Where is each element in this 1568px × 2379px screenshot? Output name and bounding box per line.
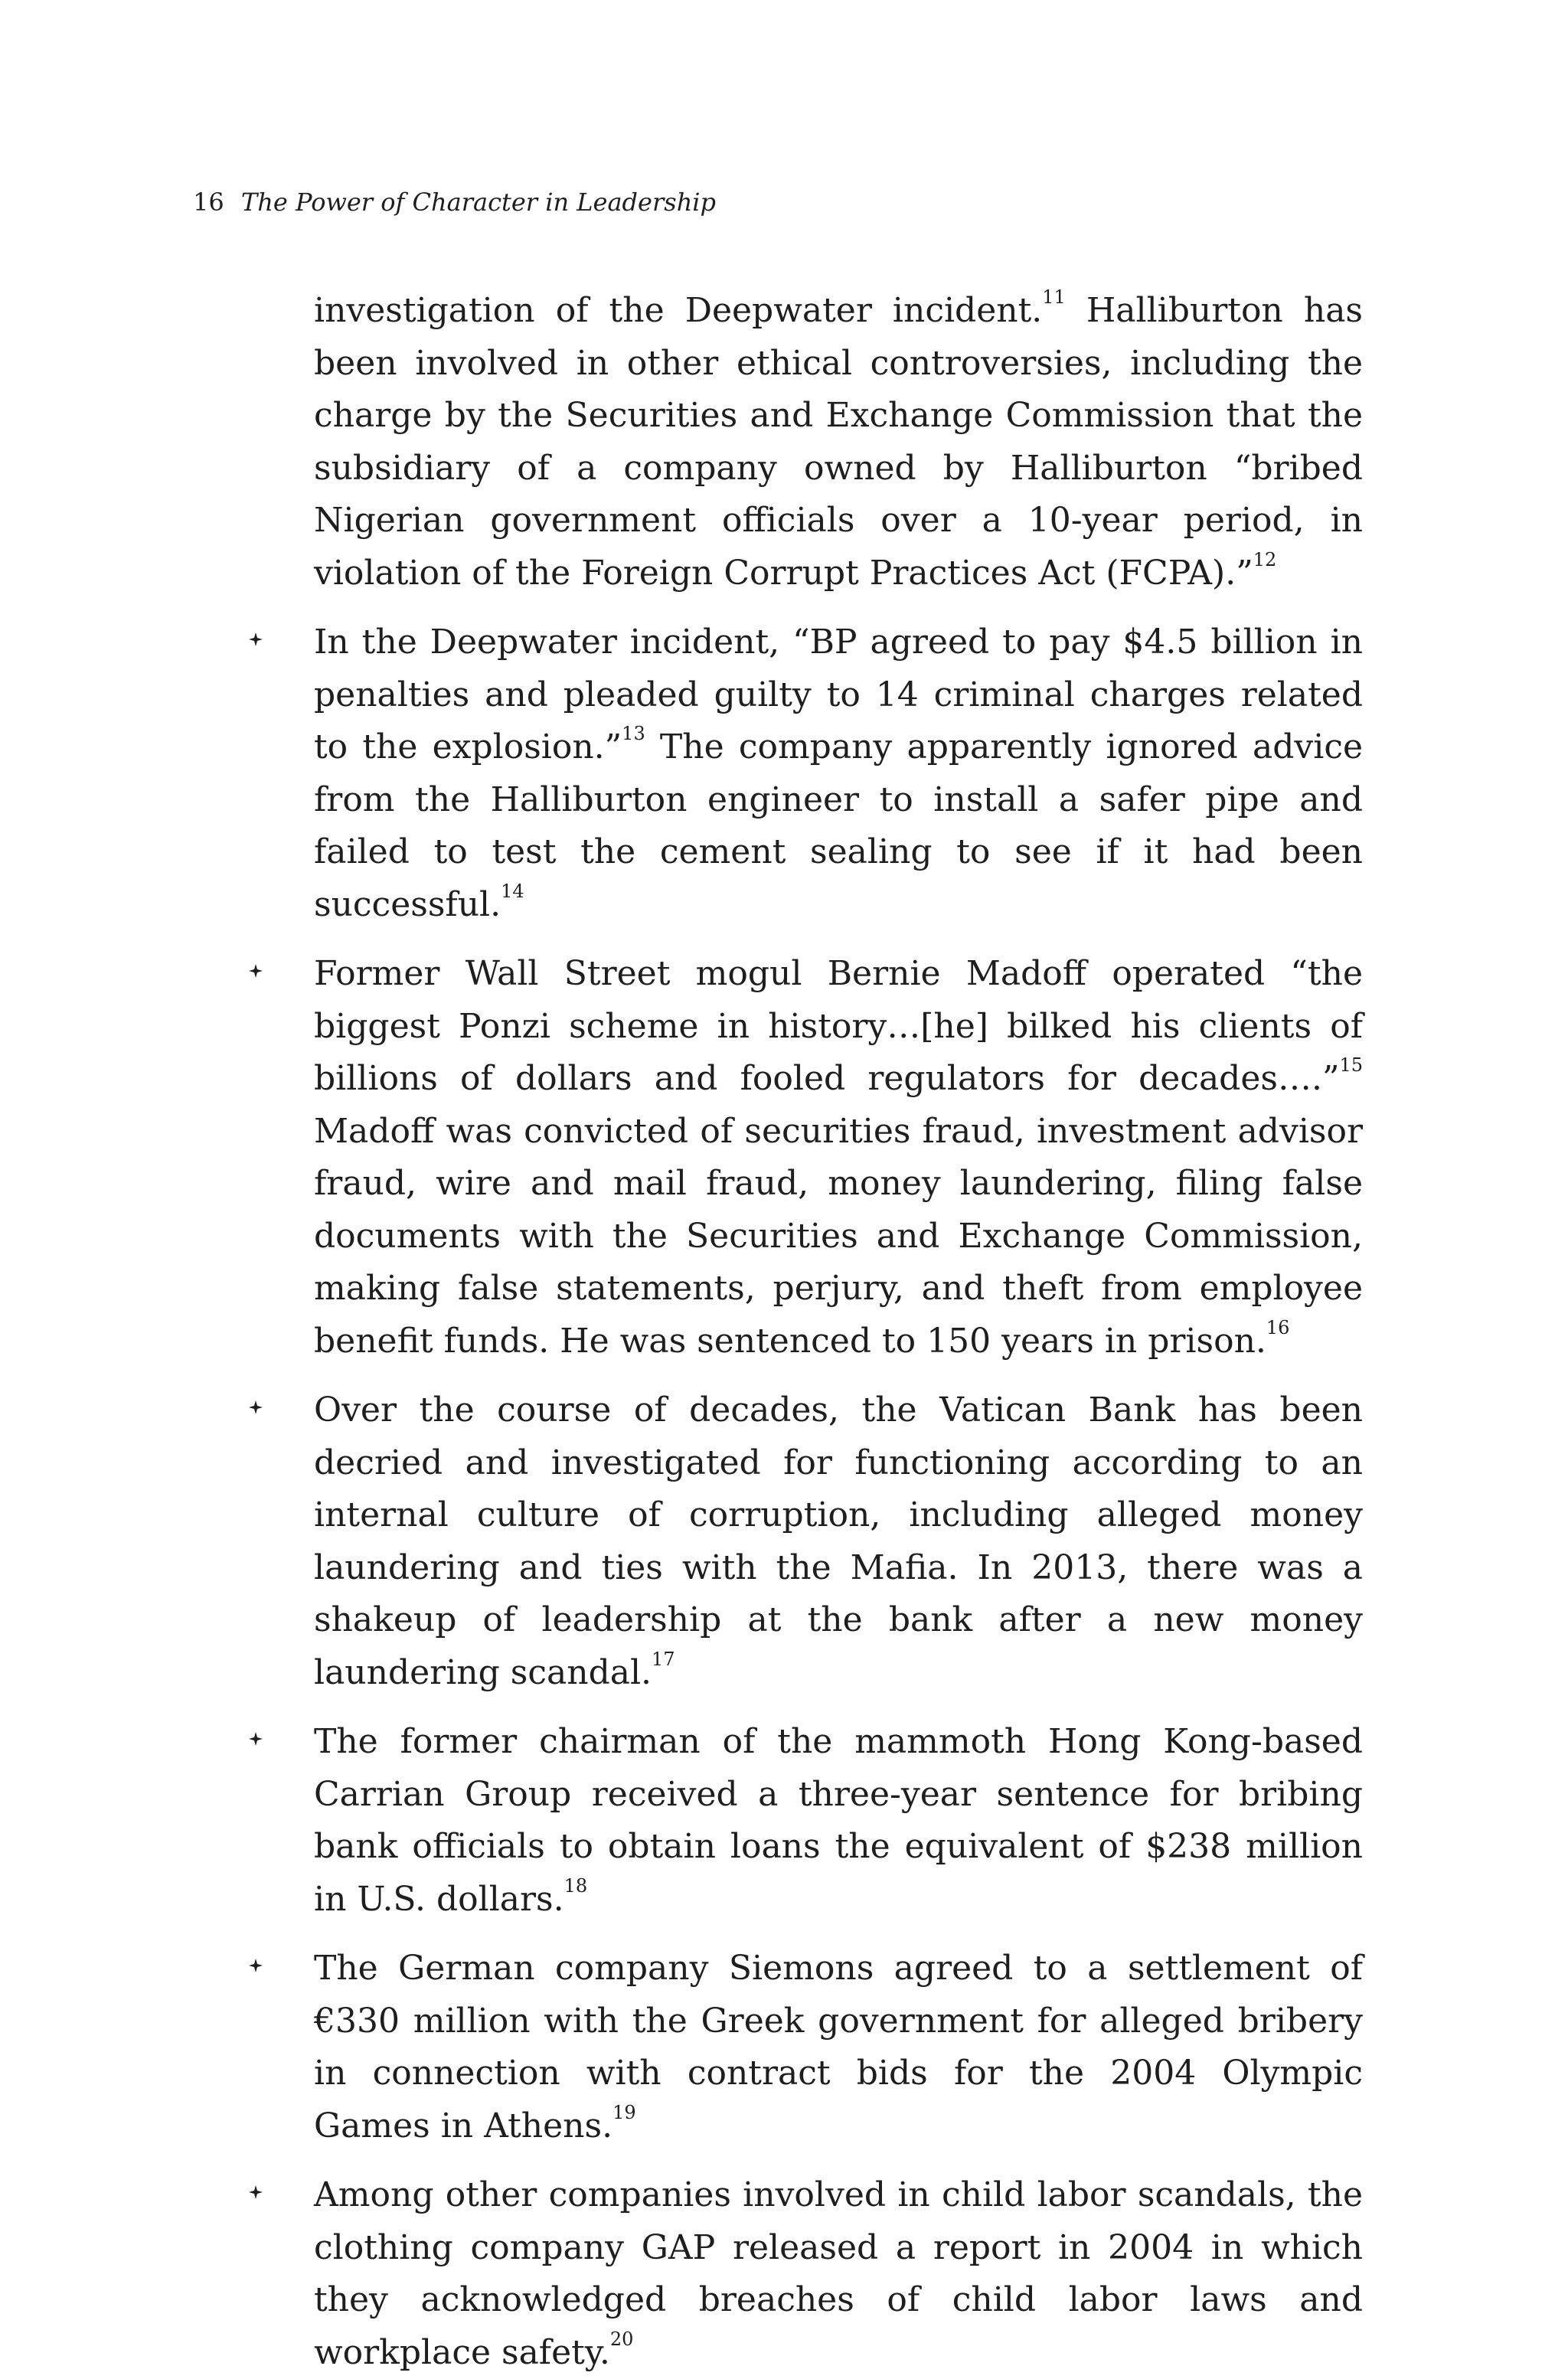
bullet-text-part: In the Deepwater incident, “BP agreed to pay $4.5 billion in penalties and pleaded guilty to 14 criminal charges related to the explosion.” [314,623,1363,766]
bullet-list [314,616,1363,2379]
footnote-ref: 20 [609,2328,634,2350]
running-head [193,187,716,217]
list-item [314,1384,1363,1699]
body-text [314,285,1363,2379]
bullet-text-part: Former Wall Street mogul Bernie Madoff operated “the biggest Ponzi scheme in history…[he] bilked his clients of billions of dollars and fooled regulators for decades….” [314,954,1363,1098]
bullet-text [314,616,1363,931]
footnote-ref: 13 [622,723,645,745]
list-item [314,616,1363,931]
four-point-star-bullet-icon [248,632,263,647]
bullet-text-part: The company apparently ignored advice from the Halliburton engineer to install a safer pipe and failed to test the cement sealing to see if it had been successful. [314,727,1363,924]
bullet-text-part: Madoff was convicted of securities fraud, investment advisor fraud, wire and mail fraud, money laundering, filing false documents with the Securities and Exchange Commission, making false statements, perjury, and theft from employee benefit funds. He was sentenced to 150 years in prison. [314,1111,1363,1361]
bullet-text-part: The former chairman of the mammoth Hong Kong-based Carrian Group received a three-year sentence for bribing bank officials to obtain loans the equivalent of $238 million in U.S. dollars. [314,1722,1363,1919]
footnote-ref: 19 [612,2101,636,2123]
bullet-text-part: Among other companies involved in child labor scandals, the clothing company GAP released a report in 2004 in which they acknowledged breaches of child labor laws and workplace safety. [314,2175,1363,2372]
bullet-text [314,2169,1363,2379]
footnote-ref: 16 [1266,1316,1290,1338]
list-item [314,948,1363,1368]
list-item [314,1716,1363,1926]
footnote-ref: 12 [1253,548,1277,570]
four-point-star-bullet-icon [248,963,263,979]
bullet-text-part: The German company Siemons agreed to a settlement of €330 million with the Greek government for alleged bribery in connection with contract bids for the 2004 Olympic Games in Athens. [314,1949,1363,2145]
footnote-ref: 11 [1042,286,1066,309]
intro-paragraph [314,285,1363,600]
intro-text: Halliburton has been involved in other ethical controversies, including the charge by the Securities and Exchange Commission that the subsidiary of a company owned by Halliburton “bribed Nigerian government officials over a 10-year period, in violation of the Foreign Corrupt Practices Act (FCPA).” [314,291,1364,593]
footnote-ref: 17 [652,1648,675,1670]
bullet-text [314,1384,1363,1699]
book-title: The Power of Character in Leadership [240,188,717,217]
list-item [314,1943,1363,2152]
footnote-ref: 18 [564,1874,588,1897]
four-point-star-bullet-icon [248,2185,263,2200]
page-number: 16 [193,188,224,217]
bullet-text [314,1943,1363,2152]
list-item [314,2169,1363,2379]
footnote-ref: 14 [501,880,524,902]
bullet-text [314,948,1363,1368]
four-point-star-bullet-icon [248,1400,263,1415]
bullet-text-part: Over the course of decades, the Vatican Bank has been decried and investigated for functioning according to an internal culture of corruption, including alleged money laundering and ties with the Mafia. In 2013, there was a shakeup of leadership at the bank after a new money laundering scandal. [314,1390,1363,1692]
bullet-text [314,1716,1363,1926]
footnote-ref: 15 [1339,1054,1363,1077]
intro-text: investigation of the Deepwater incident. [314,291,1043,330]
four-point-star-bullet-icon [248,1731,263,1747]
four-point-star-bullet-icon [248,1958,263,1973]
